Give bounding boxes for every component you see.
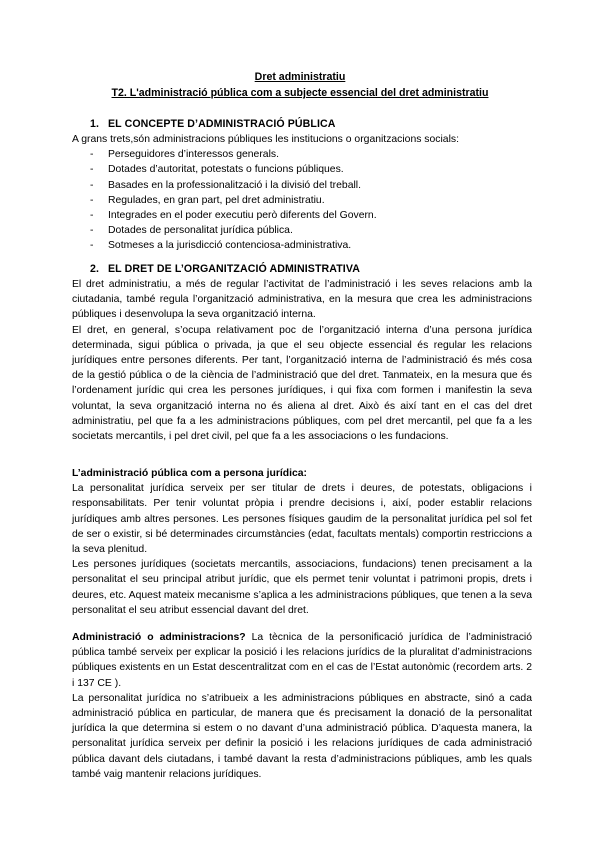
list-item: - Integrades en el poder executiu però diferents del Govern.	[72, 208, 532, 223]
subsection-administrations-text: La tècnica de la personificació jurídica de l’administració pública també serveix per explicar la posició i les relacions jurídics de la pluralitat d’administracions públiques existents en un Estat descentralitzat com en el cas de l’Estat autonòmic (recordem arts. 2 i 137 CE ).	[72, 632, 532, 689]
section2-number: 2.	[90, 263, 100, 275]
list-item: - Dotades d’autoritat, potestats o funcions públiques.	[72, 162, 532, 177]
subsection-administrations-paragraph-1	[72, 630, 532, 691]
subsection-administrations-paragraph-2: La personalitat jurídica no s’atribueix a les administracions públiques en abstracte, sinó a cada administració pública en particular, de manera que és precisament la donació de la personalitat jurídica la que determina si estem o no davant d’una administració pública. D’aquesta manera, la personalitat jurídica serveix per definir la posició i les relacions jurídiques de cada administració pública davant dels ciutadans, i també davant la resta d’administracions públiques, amb les quals també vaig mantenir relacions jurídiques.	[72, 692, 532, 780]
list-item: - Perseguidores d’interessos generals.	[72, 147, 532, 162]
topic-title: T2. L'administració pública com a subjecte essencial del dret administratiu	[111, 87, 489, 99]
section2-body	[72, 277, 532, 444]
section2-heading	[90, 262, 360, 277]
section2-paragraph-1: El dret administratiu, a més de regular l’activitat de l’administració i les seves relacions amb la ciutadania, també regula l’organització administrativa, en la mesura que crea les administracions públiques i desenvolupa la seva organització interna.	[72, 279, 532, 321]
list-item: - Basades en la professionalització i la divisió del treball.	[72, 178, 532, 193]
section1-intro: A grans trets,són administracions públiques les institucions o organitzacions socials:	[72, 134, 459, 145]
section1-heading-text: EL CONCEPTE D’ADMINISTRACIÓ PÚBLICA	[108, 118, 336, 130]
subsection-administrations	[72, 630, 532, 782]
section2-paragraph-2: El dret, en general, s’ocupa relativament poc de l’organització interna d’una persona jurídica determinada, sigui pública o privada, ja que el seu objecte essencial és regular les relacions jurídiques entre persones diferents. Per tant, l’organització interna de l’administració és més cosa de la gestió pública o de la ciència de l’administració que del dret. Tanmateix, en la mesura que és l’ordenament jurídic qui crea les persones jurídiques, i qui fixa com formen i manifestin la seva voluntat, la seva organització interna no és aliena al dret. Això és així tant en el cas del dret administratiu, pel que fa a les administracions públiques, com pel dret mercantil, pel que fa a les societats mercantils, i pel dret civil, pel que fa a les associacions o les fundacions.	[72, 324, 532, 443]
subsection-legal-person-paragraph-1: La personalitat jurídica serveix per ser titular de drets i deures, de potestats, obligacions i responsabilitats. Per tenir voluntat pròpia i prendre decisions i, així, poder establir relacions jurídiques amb altres persones. Les persones físiques gaudim de la personalitat jurídica pel sol fet de ser o existir, si bé determinades circumstàncies (edat, facultats mentals) comportin restriccions a la seva plenitud.	[72, 483, 532, 556]
subsection-legal-person	[72, 466, 532, 618]
section1-heading	[90, 117, 336, 132]
section2-heading-text: EL DRET DE L’ORGANITZACIÓ ADMINISTRATIVA	[108, 263, 360, 275]
list-item: - Regulades, en gran part, pel dret administratiu.	[72, 193, 532, 208]
course-title: Dret administratiu	[254, 71, 346, 83]
section1-number: 1.	[90, 118, 100, 130]
section1-list	[72, 147, 532, 253]
subsection-legal-person-heading: L’administració pública com a persona jurídica:	[72, 468, 308, 479]
subsection-administrations-heading: Administració o administracions?	[72, 632, 246, 643]
list-item: - Sotmeses a la jurisdicció contenciosa-administrativa.	[72, 238, 532, 253]
section1-body	[72, 132, 532, 254]
subsection-legal-person-paragraph-2: Les persones jurídiques (societats mercantils, associacions, fundacions) tenen precisament a la personalitat el seu principal atribut jurídic, que els permet tenir voluntat i patrimoni propis, drets i deures, etc. Aquest mateix mecanisme s’aplica a les administracions públiques, que tenen a la seva personalitat el seu atribut essencial davant del dret.	[72, 559, 532, 616]
list-item: - Dotades de personalitat jurídica pública.	[72, 223, 532, 238]
